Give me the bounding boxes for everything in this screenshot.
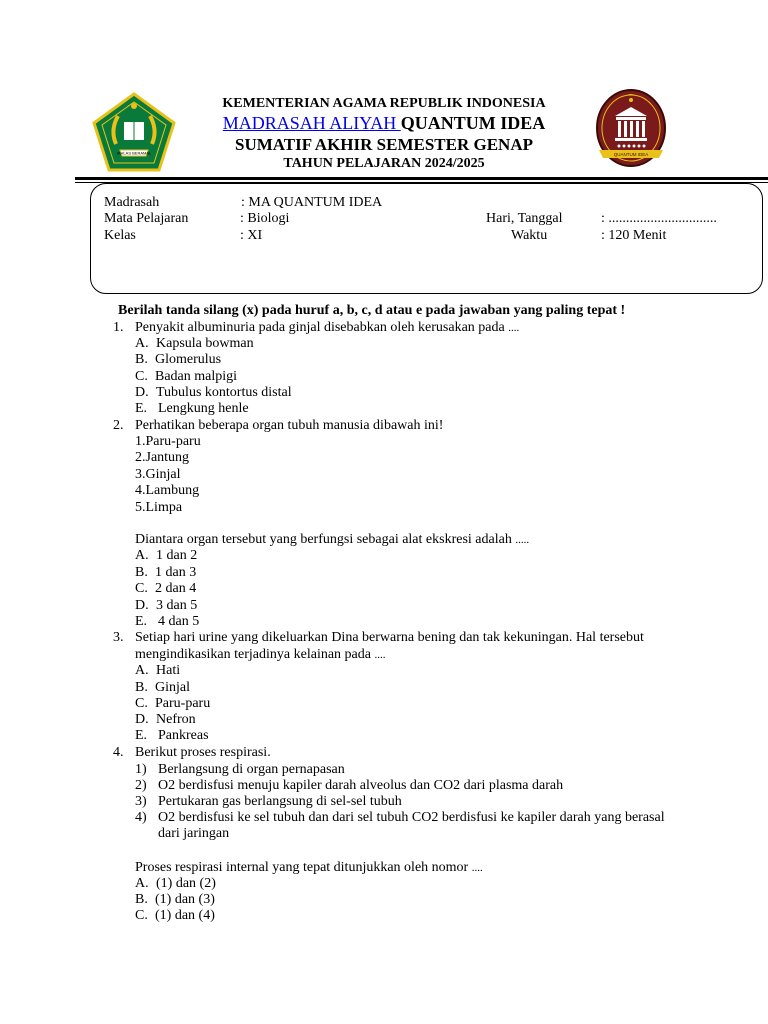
question-number: 2. — [113, 418, 124, 433]
option-letter: D. — [135, 385, 149, 400]
answer-dots: .... — [508, 322, 520, 334]
date-value: : ............................... — [601, 211, 717, 226]
list-item: 4.Lambung — [135, 483, 200, 498]
option-letter: A. — [135, 336, 149, 351]
option-text: Nefron — [156, 712, 196, 727]
question-text: Penyakit albuminuria pada ginjal disebabkan oleh kerusakan pada .... — [135, 320, 520, 335]
question-number: 4. — [113, 745, 124, 760]
question-text: Berikut proses respirasi. — [135, 745, 271, 760]
kemenag-banner-text: IKHLAS BERAMAL — [116, 150, 152, 156]
option-text: 1 dan 2 — [156, 548, 198, 563]
option-text: (1) dan (3) — [155, 892, 215, 907]
option-text: Tubulus kontortus distal — [156, 385, 292, 400]
madrasah-label: Madrasah — [104, 195, 160, 210]
list-item: 2.Jantung — [135, 450, 190, 465]
date-label: Hari, Tanggal — [486, 211, 563, 226]
subject-label: Mata Pelajaran — [104, 211, 189, 226]
option-letter: A. — [135, 663, 149, 678]
option-text: 4 dan 5 — [158, 614, 200, 629]
question-prompt: Proses respirasi internal yang tepat ditunjukkan oleh nomor .... — [135, 860, 483, 875]
option-text: Lengkung henle — [158, 401, 249, 416]
time-value: : 120 Menit — [601, 228, 667, 243]
option-letter: C. — [135, 369, 148, 384]
option-text: Paru-paru — [155, 696, 211, 711]
option-letter: B. — [135, 565, 148, 580]
option-letter: B. — [135, 352, 148, 367]
question-number: 3. — [113, 630, 124, 645]
time-label: Waktu — [511, 228, 548, 243]
list-item: Berlangsung di organ pernapasan — [158, 762, 345, 777]
list-item-number: 3) — [135, 794, 147, 809]
question-text: Setiap hari urine yang dikeluarkan Dina berwarna bening dan tak kekuningan. Hal tersebut — [135, 630, 644, 645]
list-item: Pertukaran gas berlangsung di sel-sel tubuh — [158, 794, 402, 809]
list-item: 5.Limpa — [135, 500, 183, 515]
option-letter: B. — [135, 680, 148, 695]
option-text: 3 dan 5 — [156, 598, 198, 613]
option-letter: E. — [135, 401, 148, 416]
option-text: Ginjal — [155, 680, 190, 695]
answer-dots: .... — [374, 649, 386, 661]
question-text-cont: mengindikasikan terjadinya kelainan pada .... — [135, 647, 386, 662]
option-text: Badan malpigi — [155, 369, 238, 384]
list-item-number: 4) — [135, 810, 147, 825]
list-item: O2 berdisfusi menuju kapiler darah alveolus dan CO2 dari plasma darah — [158, 778, 564, 793]
option-letter: A. — [135, 548, 149, 563]
option-text: (1) dan (4) — [155, 908, 215, 923]
option-text: Hati — [156, 663, 181, 678]
subject-value: : Biologi — [240, 211, 290, 226]
option-letter: D. — [135, 712, 149, 727]
class-label: Kelas — [104, 228, 136, 243]
option-letter: C. — [135, 581, 148, 596]
question-prompt: Diantara organ tersebut yang berfungsi sebagai alat ekskresi adalah ..... — [135, 532, 530, 547]
academic-year: TAHUN PELAJARAN 2024/2025 — [283, 156, 485, 171]
exam-title: SUMATIF AKHIR SEMESTER GENAP — [234, 135, 533, 154]
option-letter: C. — [135, 908, 148, 923]
option-letter: B. — [135, 892, 148, 907]
list-item: 3.Ginjal — [135, 467, 181, 482]
instructions: Berilah tanda silang (x) pada huruf a, b, c, d atau e pada jawaban yang paling tepat ! — [118, 303, 626, 318]
header-rule-thick — [75, 177, 768, 180]
list-item: 1.Paru-paru — [135, 434, 201, 449]
option-letter: E. — [135, 614, 148, 629]
question-text: Perhatikan beberapa organ tubuh manusia dibawah ini! — [135, 418, 444, 433]
madrasah-value: : MA QUANTUM IDEA — [241, 195, 383, 210]
option-letter: A. — [135, 876, 149, 891]
school-seal-banner-text: QUANTUM IDEA — [613, 152, 649, 157]
option-text: Glomerulus — [155, 352, 222, 367]
school-prefix-link[interactable]: MADRASAH ALIYAH — [222, 113, 401, 133]
list-item-number: 2) — [135, 778, 147, 793]
option-letter: C. — [135, 696, 148, 711]
answer-dots: ..... — [515, 534, 530, 546]
option-letter: E. — [135, 728, 148, 743]
option-text: 1 dan 3 — [155, 565, 197, 580]
option-text: Kapsula bowman — [156, 336, 254, 351]
class-value: : XI — [240, 228, 263, 243]
question-number: 1. — [113, 320, 124, 335]
option-text: (1) dan (2) — [156, 876, 216, 891]
school-title — [0, 113, 768, 134]
school-name: QUANTUM IDEA — [400, 113, 546, 133]
option-text: 2 dan 4 — [155, 581, 197, 596]
answer-dots: .... — [471, 862, 483, 874]
option-text: Pankreas — [158, 728, 209, 743]
list-item-cont: dari jaringan — [158, 826, 230, 841]
option-letter: D. — [135, 598, 149, 613]
list-item-number: 1) — [135, 762, 147, 777]
ministry-name: KEMENTERIAN AGAMA REPUBLIK INDONESIA — [222, 96, 546, 111]
list-item: O2 berdisfusi ke sel tubuh dan dari sel tubuh CO2 berdisfusi ke kapiler darah yang berasal — [158, 810, 665, 825]
